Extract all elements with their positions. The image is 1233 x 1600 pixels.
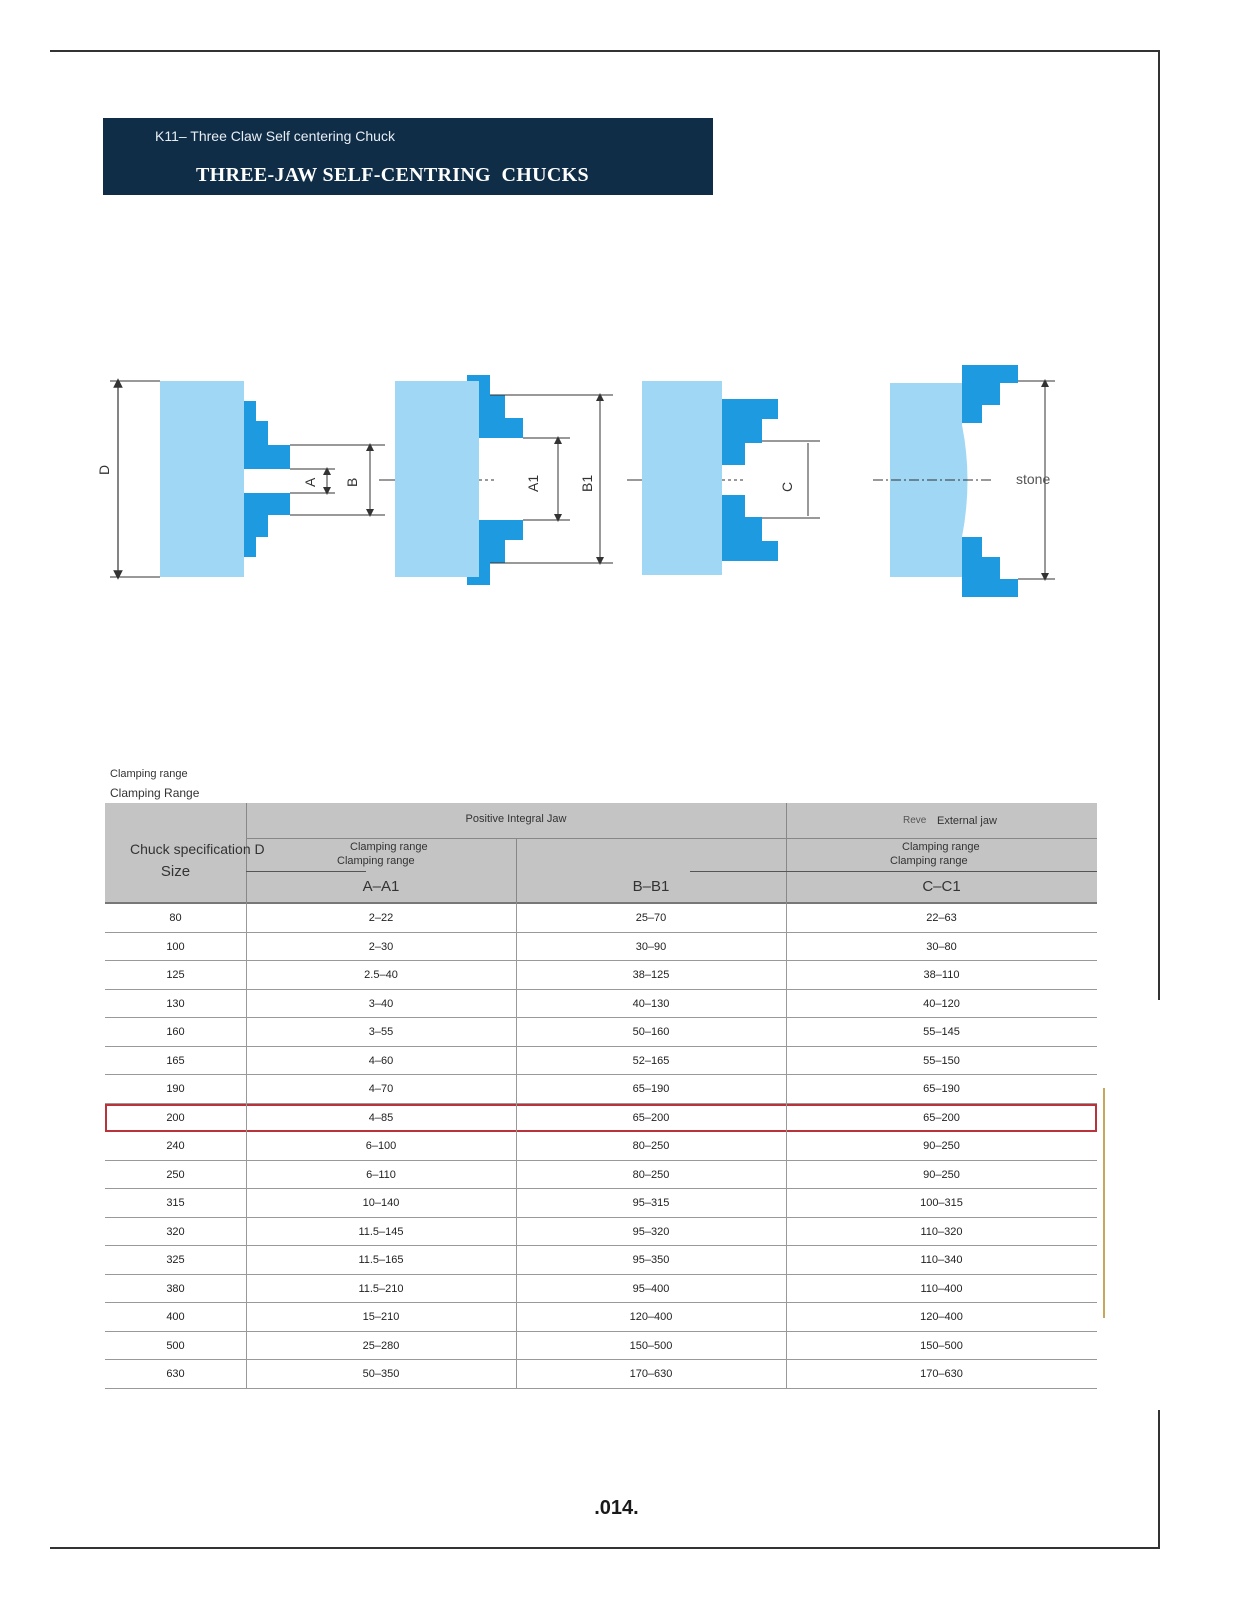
table-row [105,1246,1097,1275]
header-size: Size [160,863,191,880]
cell-a-a1: 11.5–145 [358,1225,404,1238]
page-frame-right [1158,50,1160,1000]
page-number: .014. [594,1497,639,1519]
cell-a-a1: 3–40 [368,997,394,1010]
cell-c-c1: 120–400 [920,1311,963,1323]
header-clamping-range-c-upper: Clamping range [902,841,980,853]
header-chuck-spec: Chuck specification D [130,841,265,857]
table-row [105,1189,1097,1218]
dimension-label-d: D [96,464,112,475]
cell-a-a1: 2.5–40 [364,969,398,981]
cell-b-b1: 40–130 [632,997,670,1010]
cell-c-c1: 90–250 [923,1140,960,1152]
cell-size: 240 [166,1140,185,1152]
cell-c-c1: 170–630 [920,1368,963,1380]
chuck-body [395,381,479,577]
lower-jaw [722,495,778,561]
cell-size: 380 [166,1282,185,1295]
diagram-figure-2 [379,375,613,585]
cell-c-c1: 65–200 [923,1111,960,1124]
lower-jaw [962,537,1018,597]
cell-c-c1: 110–400 [920,1282,963,1295]
cell-size: 500 [166,1339,185,1352]
upper-jaw [962,365,1018,423]
cell-size: 315 [166,1197,185,1209]
cell-b-b1: 25–70 [635,912,667,924]
chuck-body [642,381,722,575]
banner-title: THREE-JAW SELF-CENTRING CHUCKS [196,164,589,186]
cell-c-c1: 22–63 [926,912,957,924]
cell-b-b1: 95–320 [632,1225,670,1238]
dimension-label-stone: stone [1016,471,1051,487]
cell-a-a1: 15–210 [362,1311,400,1323]
banner-subtitle: K11– Three Claw Self centering Chuck [155,128,395,144]
cell-size: 325 [166,1254,185,1266]
header-col-b-b1: B–B1 [632,878,670,895]
cell-b-b1: 52–165 [632,1054,670,1067]
dimension-label-b: B [344,477,360,487]
cell-c-c1: 110–320 [920,1225,963,1238]
header-col-a-a1: A–A1 [362,878,400,895]
cell-b-b1: 30–90 [635,940,667,953]
table-row [105,961,1097,990]
cell-c-c1: 110–340 [920,1254,963,1266]
cell-a-a1: 3–55 [368,1026,394,1038]
cell-a-a1: 4–70 [368,1083,394,1095]
cell-a-a1: 2–30 [368,940,394,953]
cell-b-b1: 80–250 [632,1168,670,1181]
cell-b-b1: 65–200 [632,1111,670,1124]
cell-a-a1: 11.5–210 [358,1282,404,1295]
cell-size: 165 [166,1054,185,1067]
cell-size: 320 [166,1225,185,1238]
cell-c-c1: 38–110 [923,969,960,981]
cell-size: 80 [169,912,182,924]
table-row [105,1018,1097,1047]
cell-a-a1: 2–22 [368,912,394,924]
header-clamping-range-c-lower: Clamping range [890,855,968,867]
cell-b-b1: 80–250 [632,1140,670,1152]
cell-a-a1: 6–100 [365,1140,397,1152]
table-row [105,1075,1097,1104]
dimension-label-c: C [779,481,795,492]
cell-b-b1: 95–400 [632,1282,670,1295]
table-row [105,1332,1097,1361]
cell-size: 400 [166,1311,185,1323]
table-body [105,904,1097,1389]
cell-b-b1: 170–630 [629,1368,673,1380]
upper-jaw [244,401,290,469]
cell-c-c1: 30–80 [926,940,957,953]
cell-a-a1: 4–60 [368,1054,394,1067]
page-frame-right-lower [1158,1410,1160,1548]
cell-b-b1: 65–190 [632,1083,670,1095]
cell-a-a1: 6–110 [366,1168,396,1181]
cell-a-a1: 50–350 [362,1368,400,1380]
diagram-figure-4 [873,365,1055,597]
cell-size: 190 [166,1083,185,1095]
chuck-jaw-diagram [95,365,1095,615]
cell-size: 130 [166,997,185,1010]
table-row [105,1161,1097,1190]
table-row [105,1360,1097,1389]
cell-b-b1: 95–315 [632,1197,670,1209]
clamping-range-table [105,803,1097,1389]
cell-size: 630 [166,1368,185,1380]
page-frame-bottom [50,1547,1160,1549]
table-row [105,1218,1097,1247]
cell-b-b1: 95–350 [632,1254,670,1266]
cell-b-b1: 50–160 [632,1026,670,1038]
cell-size: 160 [166,1026,185,1038]
diagram-figure-1 [96,381,385,577]
header-external-prefix: Reve [903,815,927,826]
cell-c-c1: 150–500 [920,1339,963,1352]
lower-jaw [244,493,290,557]
cell-a-a1: 4–85 [368,1111,394,1124]
table-row [105,1047,1097,1076]
cell-c-c1: 40–120 [923,997,960,1010]
dimension-label-b1: B1 [579,474,595,492]
header-clamping-range-a-lower: Clamping range [337,855,415,867]
table-row [105,933,1097,962]
table-row [105,1275,1097,1304]
cell-c-c1: 100–315 [920,1197,963,1209]
upper-jaw [722,399,778,465]
header-clamping-range-a-upper: Clamping range [350,841,428,853]
clamping-range-heading: Clamping Range [110,786,200,800]
page-frame-top [50,50,1160,52]
cell-c-c1: 55–145 [923,1026,960,1038]
cell-b-b1: 150–500 [629,1339,673,1352]
table-row [105,1132,1097,1161]
side-accent-line [1103,1088,1105,1318]
cell-a-a1: 25–280 [362,1339,400,1352]
table-row-highlighted [105,1104,1097,1133]
dimension-label-a1: A1 [525,474,541,492]
cell-a-a1: 10–140 [362,1197,400,1209]
header-col-c-c1: C–C1 [922,878,961,895]
cell-size: 125 [166,969,185,981]
cell-c-c1: 65–190 [923,1083,960,1095]
cell-a-a1: 11.5–165 [358,1254,404,1266]
cell-b-b1: 38–125 [632,969,670,981]
table-row [105,1303,1097,1332]
chuck-body [160,381,244,577]
table-row [105,990,1097,1019]
cell-size: 250 [166,1168,185,1181]
cell-c-c1: 55–150 [923,1054,960,1067]
dimension-label-a: A [302,477,318,487]
cell-size: 100 [166,940,185,953]
header-positive-integral-jaw: Positive Integral Jaw [465,813,567,825]
table-row [105,904,1097,933]
cell-b-b1: 120–400 [629,1311,673,1323]
header-external-jaw: External jaw [937,815,997,827]
cell-c-c1: 90–250 [923,1168,960,1181]
diagram-figure-3 [627,381,820,575]
cell-size: 200 [166,1111,185,1124]
clamping-range-label: Clamping range [110,768,188,780]
title-banner [103,118,713,195]
table-header [105,803,1097,904]
